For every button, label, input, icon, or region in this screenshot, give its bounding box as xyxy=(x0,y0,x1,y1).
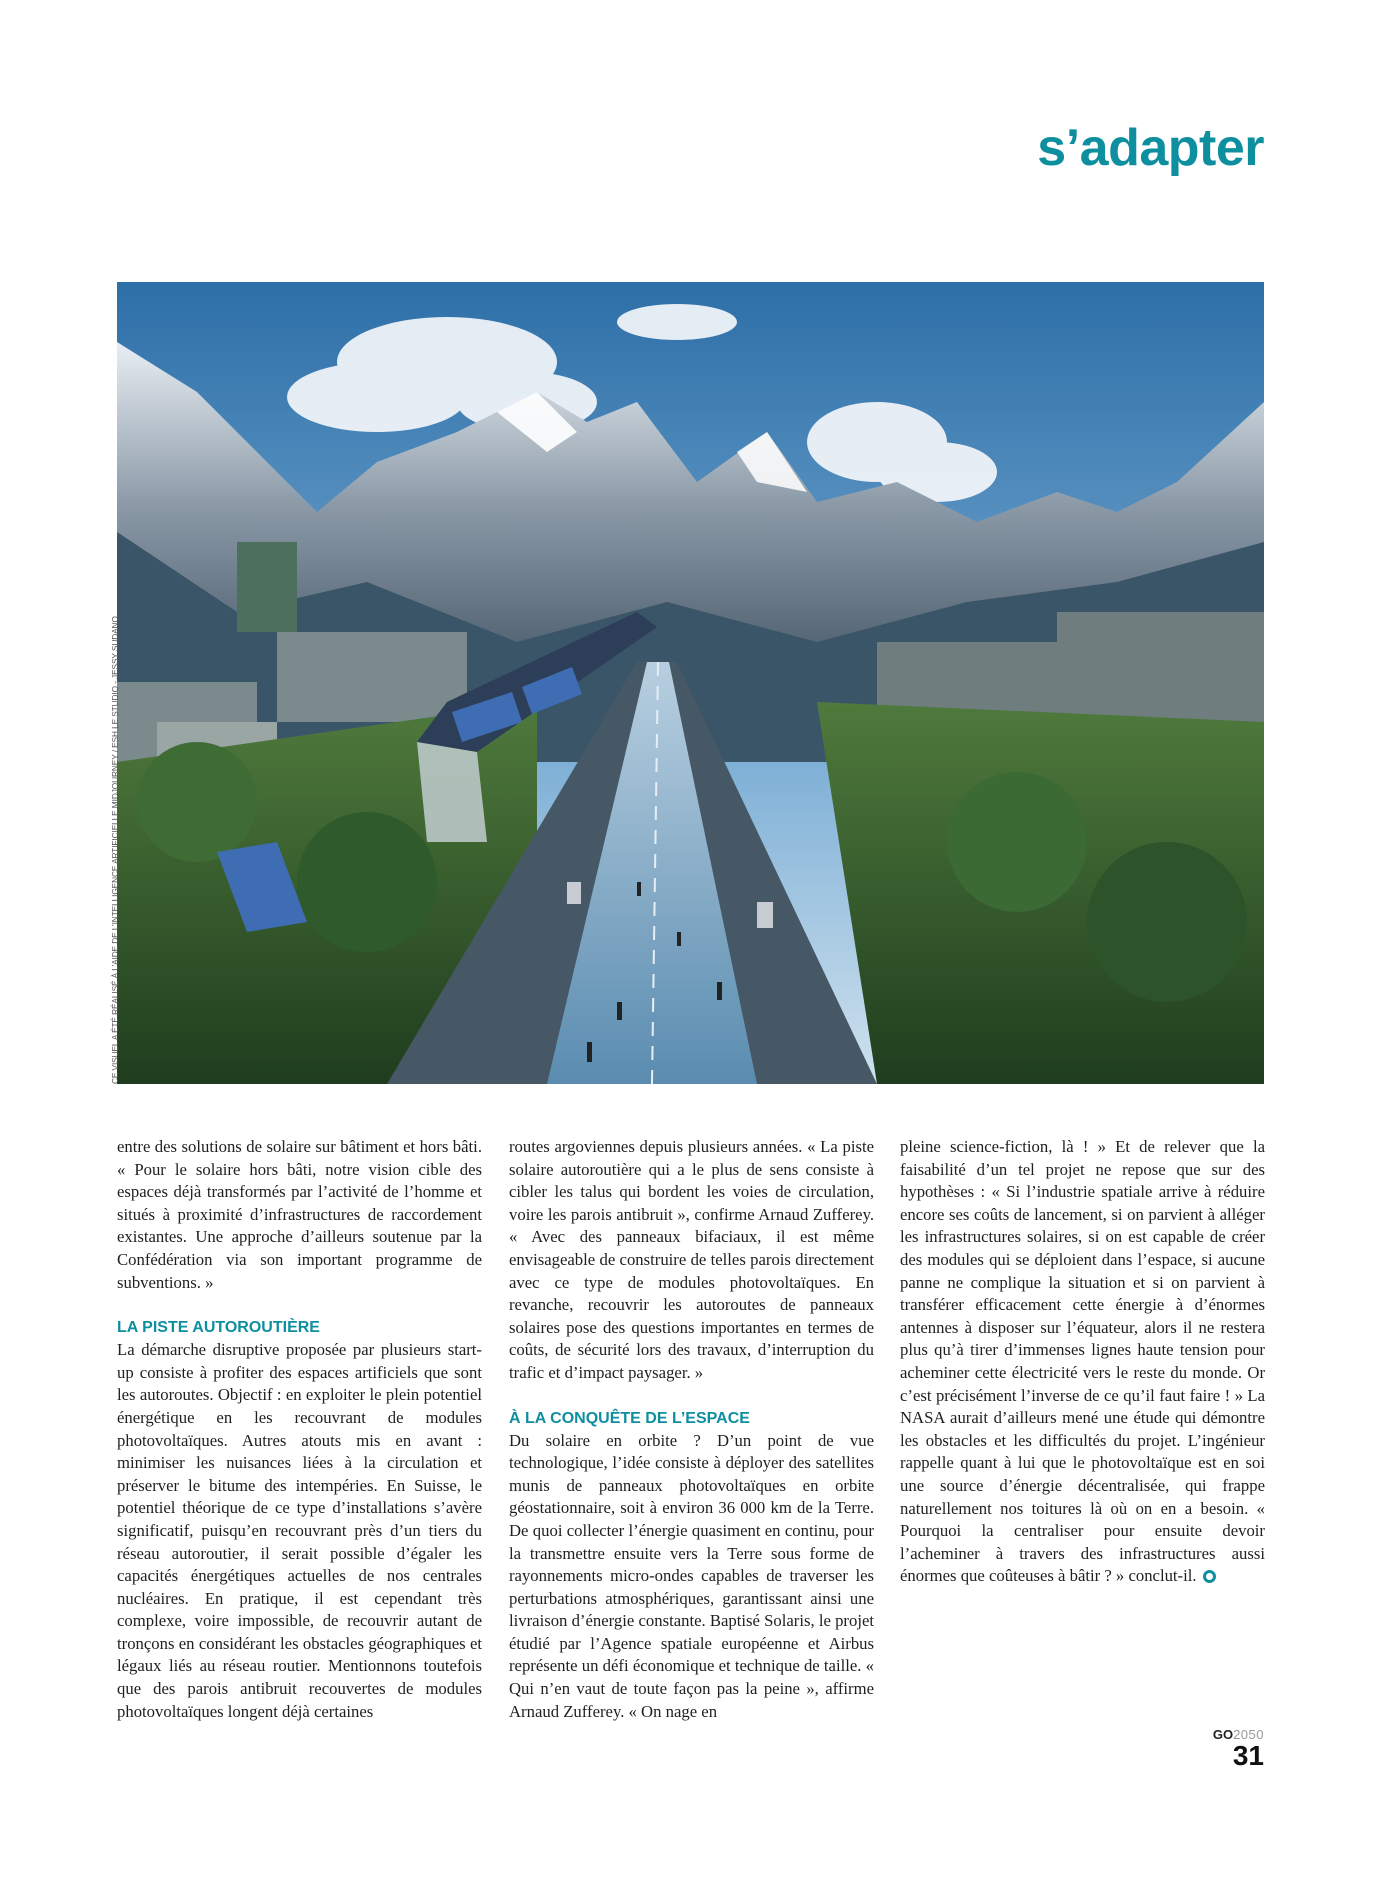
subheading-conquete-espace: À LA CONQUÊTE DE L’ESPACE xyxy=(509,1409,750,1427)
article-column-2 xyxy=(509,1136,874,1723)
paragraph: Du solaire en orbite ? D’un point de vue technologique, l’idée consiste à déployer des satellites munis de panneaux photovoltaïques en orbite géostationnaire, soit à environ 36 000 km de la Terre. De quoi collecter l’énergie quasiment en continu, pour la transmettre ensuite vers la Terre sous forme de rayonnements micro-ondes capables de traverser les perturbations atmosphériques, garantissant ainsi une livraison d’énergie constante. Baptisé Solaris, le projet étudié par l’Agence spatiale européenne et Airbus représente un défi économique et technique de taille. « Qui n’en vaut de toute façon pas la peine », affirme Arnaud Zufferey. « On nage en xyxy=(509,1430,874,1721)
magazine-name-year: 2050 xyxy=(1233,1727,1264,1742)
subheading-piste-autoroutiere: LA PISTE AUTOROUTIÈRE xyxy=(117,1319,320,1337)
paragraph-text: pleine science-fiction, là ! » Et de relever que la faisabilité d’un tel projet ne repose que sur des hypothèses : « Si l’industrie spatiale arrive à réduire encore ses coûts de lancement, si on parvient à alléger les infrastructures solaires, si on est capable de créer des modules qui se déploient dans l’espace, si aucune panne ne complique la situation et si on parvient à transférer efficacement cette énergie à d’énormes antennes à disposer sur l’équateur, alors il ne restera plus qu’à tirer d’immenses lignes haute tension pour acheminer cette électricité vers le reste du monde. Or c’est précisément l’inverse de ce qu’il faut faire ! » La NASA aurait d’ailleurs mené une étude qui démontre les obstacles et les difficultés du projet. L’ingénieur rappelle quant à lui que le photovoltaïque est en soi une source d’énergie décentralisée, qui frappe naturellement nos toitures là où on en a besoin. « Pourquoi la centraliser pour ensuite devoir l’acheminer à travers des infrastructures aussi énormes que coûteuses à bâtir ? » conclut-il. xyxy=(900,1137,1265,1586)
paragraph: La démarche disruptive proposée par plusieurs start-up consiste à profiter des espaces artificiels que sont les autoroutes. Objectif : en exploiter le plein potentiel énergétique en les recouvrant de modules photovoltaïques. Autres atouts mis en avant : minimiser les nuisances liées à la circulation et préserver le bitume des intempéries. En Suisse, le potentiel théorique de ce type d’installations s’avère significatif, puisqu’en recouvrant près d’un tiers du réseau autoroutier, il serait possible d’égaler les capacités énergétiques actuelles de nos centrales nucléaires. En pratique, il est cependant très complexe, voire impossible, de recouvrir autant de tronçons en considérant les obstacles géographiques et légaux liés au réseau routier. Mentionnons toutefois que des parois antibruit recouvertes de modules photovoltaïques longent déjà certaines xyxy=(117,1340,482,1721)
paragraph xyxy=(900,1136,1265,1588)
end-of-article-icon xyxy=(1203,1570,1216,1583)
article-column-1 xyxy=(117,1136,482,1723)
page-folio xyxy=(1213,1728,1264,1771)
section-title: s’adapter xyxy=(1037,119,1264,177)
magazine-name-go: GO xyxy=(1212,1727,1234,1742)
article-column-3 xyxy=(900,1136,1265,1588)
page-number: 31 xyxy=(1232,1740,1264,1771)
article-illustration xyxy=(117,282,1264,1084)
paragraph: routes argoviennes depuis plusieurs années. « La piste solaire autoroutière qui a le plus de sens consiste à cibler les talus qui bordent les voies de circulation, voire les parois antibruit », confirme Arnaud Zufferey. « Avec des panneaux bifaciaux, il est même envisageable de construire de telles parois directement avec ce type de modules photovoltaïques. En revanche, recouvrir les autoroutes de panneaux solaires pose des questions importantes en termes de coûts, de sécurité lors des travaux, d’interruption du trafic et d’impact paysager. » xyxy=(509,1137,874,1382)
photo-credit: CE VISUEL A ÉTÉ RÉALISÉ À L’AIDE DE L’INTELLIGENCE ARTIFICIELLE MIDJOURNEY / ESH LE STUDIO - JESSY SUDANO xyxy=(110,616,120,1084)
paragraph: entre des solutions de solaire sur bâtiment et hors bâti. « Pour le solaire hors bâti, notre vision cible des espaces déjà transformés par l’activité de l’homme et situés à proximité d’infrastructures de raccordement existantes. Une approche d’ailleurs soutenue par la Confédération via son important programme de subventions. » xyxy=(117,1137,482,1292)
solar-highway-alpine-city-image xyxy=(117,282,1264,1084)
